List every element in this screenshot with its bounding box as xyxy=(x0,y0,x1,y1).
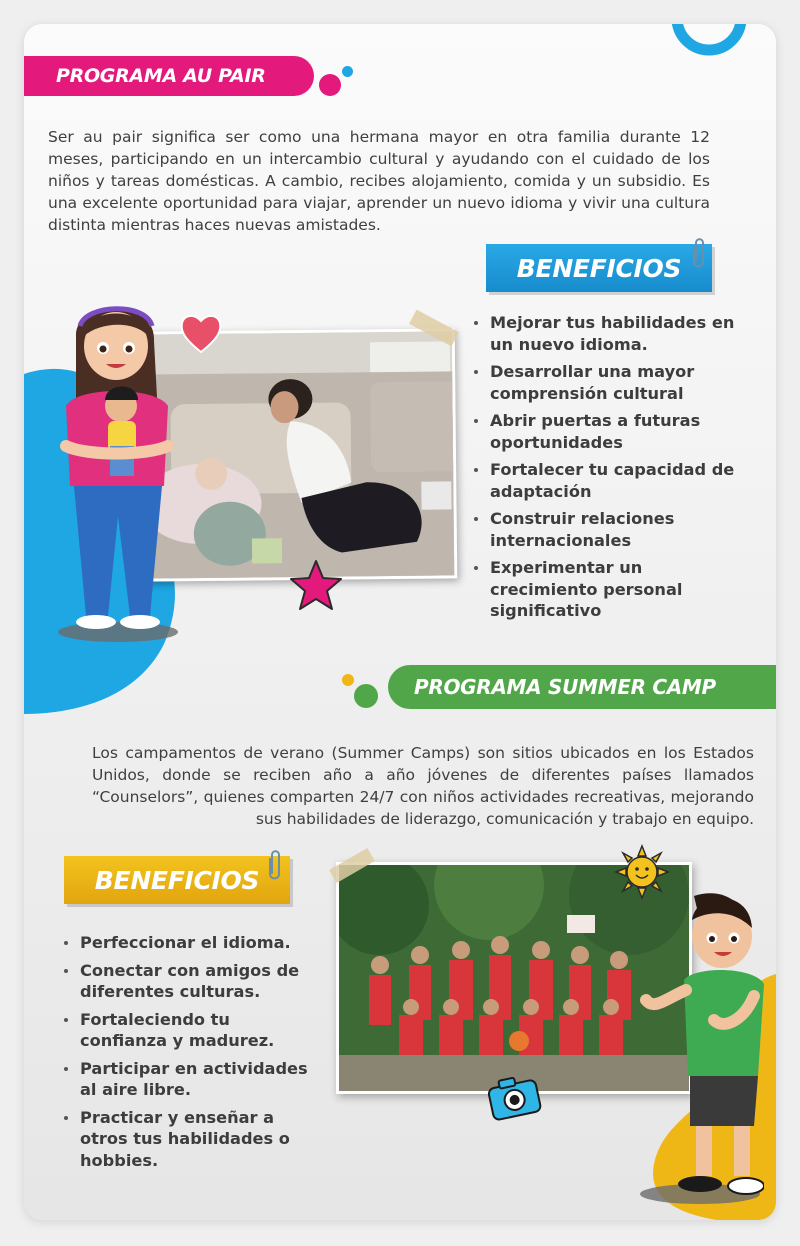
list-item: Perfeccionar el idioma. xyxy=(60,932,320,954)
summer-camp-title: PROGRAMA SUMMER CAMP xyxy=(388,665,776,709)
summer-camp-description: Los campamentos de verano (Summer Camps) son sitios ubicados en los Estados Unidos, donde se reciben año a año jóvenes de diferentes países llamados “Counselors”, quienes comparten 24/7 con niños actividades recreativas, mejorando sus habilidades de liderazgo, comunicación y trabajo en equipo. xyxy=(92,744,754,828)
summer-camp-benefits-list xyxy=(60,932,320,1177)
list-item: Conectar con amigos de diferentes culturas. xyxy=(60,960,320,1003)
au-pair-benefits-badge xyxy=(486,244,712,292)
list-item: Mejorar tus habilidades en un nuevo idioma. xyxy=(470,312,740,355)
au-pair-title: PROGRAMA AU PAIR xyxy=(24,56,314,96)
summer-camp-benefits-badge xyxy=(64,856,290,904)
boy-illustration xyxy=(624,880,764,1204)
list-item: Construir relaciones internacionales xyxy=(470,508,740,551)
list-item: Desarrollar una mayor comprensión cultural xyxy=(470,361,740,404)
star-icon xyxy=(288,558,344,614)
list-item: Fortaleciendo tu confianza y madurez. xyxy=(60,1009,320,1052)
au-pair-photo-art xyxy=(140,331,458,581)
camera-icon xyxy=(484,1072,544,1122)
list-item: Practicar y enseñar a otros tus habilidades o hobbies. xyxy=(60,1107,320,1172)
paperclip-icon xyxy=(268,848,282,882)
green-dot xyxy=(354,684,378,708)
summer-camp-benefits-title: BENEFICIOS xyxy=(94,865,260,895)
list-item: Experimentar un crecimiento personal significativo xyxy=(470,557,740,622)
ring-decoration xyxy=(664,24,754,66)
paperclip-icon xyxy=(692,236,706,270)
au-pair-benefits-title: BENEFICIOS xyxy=(516,253,682,283)
list-item: Fortalecer tu capacidad de adaptación xyxy=(470,459,740,502)
list-item: Participar en actividades al aire libre. xyxy=(60,1058,320,1101)
blue-dot xyxy=(342,66,353,77)
list-item: Abrir puertas a futuras oportunidades xyxy=(470,410,740,453)
girl-illustration xyxy=(46,296,186,642)
pink-dot xyxy=(319,74,341,96)
flyer-card xyxy=(24,24,776,1220)
yellow-dot xyxy=(342,674,354,686)
au-pair-description: Ser au pair significa ser como una hermana mayor en otra familia durante 12 meses, participando en un intercambio cultural y ayudando con el cuidado de los niños y tareas domésticas. A cambio, recibes alojamiento, comida y un subsidio. Es una excelente oportunidad para viajar, aprender un nuevo idioma y vivir una cultura distinta mientras haces nuevas amistades. xyxy=(48,128,710,234)
au-pair-benefits-list xyxy=(470,312,740,628)
